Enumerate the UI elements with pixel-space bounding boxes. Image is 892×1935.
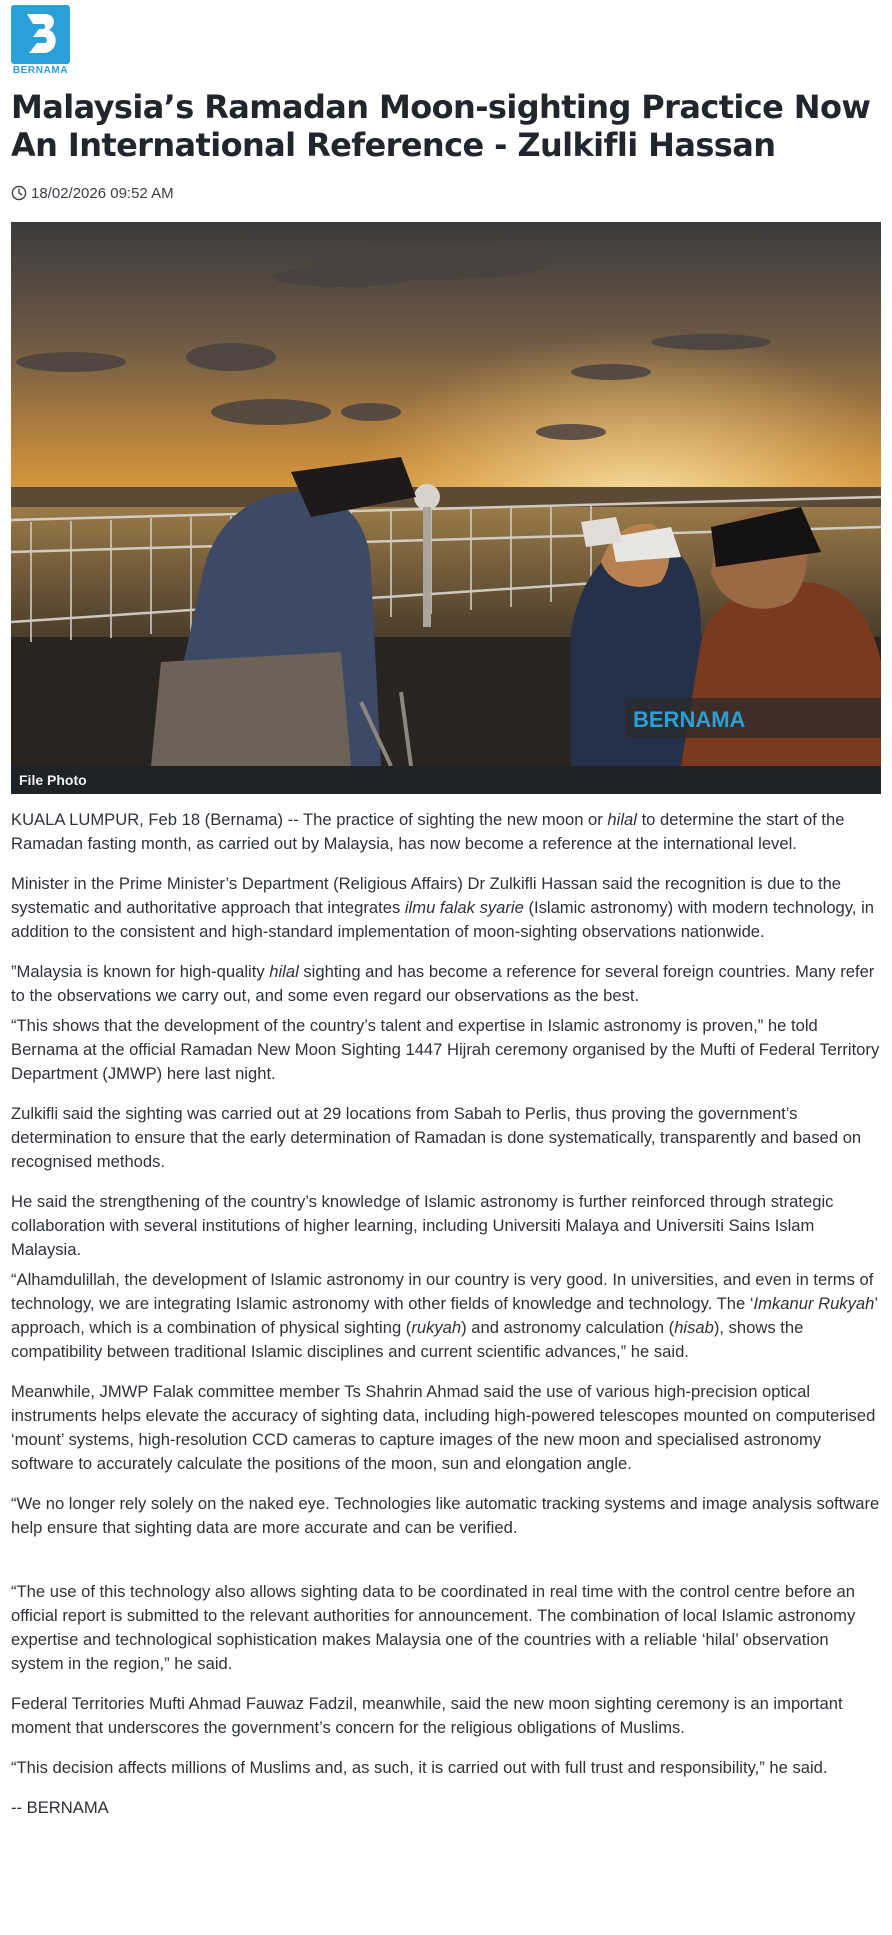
italic-term: hilal — [269, 962, 299, 981]
paragraph-text: Minister in the Prime Minister’s Department (Religious Affairs) Dr Zulkifli Hassan said the recognition is due to the systematic and authoritative approach that integrates — [11, 874, 842, 917]
paragraph-text: ”Malaysia is known for high-quality — [11, 962, 270, 981]
article-paragraph — [11, 1492, 883, 1540]
paragraph-text: ) and astronomy calculation ( — [461, 1318, 675, 1337]
paragraph-text: “We no longer rely solely on the naked eye. Technologies like automatic tracking systems and image analysis software help ensure that sighting data are more accurate and can be verified. — [11, 1494, 880, 1537]
paragraph-text: Meanwhile, JMWP Falak committee member Ts Shahrin Ahmad said the use of various high-precision optical instruments helps elevate the accuracy of sighting data, including high-powered telescopes mounted on computerised ‘mount’ systems, high-resolution CCD cameras to capture images of the new moon and specialised astronomy software to accurately calculate the positions of the moon, sun and elongation angle. — [11, 1382, 876, 1473]
italic-term: rukyah — [411, 1318, 462, 1337]
paragraph-text: Zulkifli said the sighting was carried out at 29 locations from Sabah to Perlis, thus proving the government’s determination to ensure that the early determination of Ramadan is done systematically, transparently and based on recognised methods. — [11, 1104, 862, 1171]
paragraph-text: ’ approach, which is a combination of physical sighting ( — [11, 1294, 878, 1337]
article-body — [11, 808, 883, 1836]
paragraph-text: ), shows the compatibility between traditional Islamic disciplines and current scientific advances,” he said. — [11, 1318, 804, 1361]
paragraph-text: (Islamic astronomy) with modern technology, in addition to the consistent and high-standard implementation of moon-sighting observations nationwide. — [11, 898, 874, 941]
italic-term: ilmu falak syarie — [404, 898, 524, 917]
article-paragraph — [11, 1796, 883, 1820]
paragraph-text: “This decision affects millions of Muslims and, as such, it is carried out with full trust and responsibility,” he said. — [11, 1758, 828, 1777]
paragraph-text: KUALA LUMPUR, Feb 18 (Bernama) -- The practice of sighting the new moon or — [11, 810, 608, 829]
paragraph-text: “Alhamdulillah, the development of Islamic astronomy in our country is very good. In universities, and even in terms of technology, we are integrating Islamic astronomy with other fields of knowledge and technology. The ‘ — [11, 1270, 874, 1313]
paragraph-text: to determine the start of the Ramadan fasting month, as carried out by Malaysia, has now become a reference at the international level. — [11, 810, 845, 853]
article-paragraph — [11, 1014, 883, 1086]
paragraph-text: sighting and has become a reference for several foreign countries. Many refer to the observations we carry out, and some even regard our observations as the best. — [11, 962, 875, 1005]
italic-term: hilal — [607, 810, 637, 829]
bernama-logo[interactable] — [11, 5, 70, 76]
article-paragraph — [11, 1580, 883, 1676]
bernama-logo-icon — [11, 5, 70, 64]
article-paragraph — [11, 1692, 883, 1740]
paragraph-text: He said the strengthening of the country’s knowledge of Islamic astronomy is further reinforced through strategic collaboration with several institutions of higher learning, including Universiti Malaya and Universiti Sains Islam Malaysia. — [11, 1192, 834, 1259]
publish-date-text: 18/02/2026 09:52 AM — [31, 184, 174, 202]
publish-date — [11, 183, 174, 203]
italic-term: Imkanur Rukyah — [753, 1294, 875, 1313]
article-paragraph — [11, 1190, 883, 1262]
article-paragraph — [11, 960, 883, 1008]
logo-wordmark: BERNAMA — [12, 65, 69, 76]
article-paragraph — [11, 872, 883, 944]
paragraph-text: -- BERNAMA — [11, 1798, 109, 1817]
page-title: Malaysia’s Ramadan Moon-sighting Practice Now An International Reference - Zulkifli Hassan — [11, 88, 871, 164]
article-photo[interactable] — [11, 222, 881, 766]
article-paragraph — [11, 1380, 883, 1476]
article-paragraph — [11, 1102, 883, 1174]
article-paragraph — [11, 808, 883, 856]
paragraph-text: “This shows that the development of the country’s talent and expertise in Islamic astronomy is proven,” he told Bernama at the official Ramadan New Moon Sighting 1447 Hijrah ceremony organised by the Mufti of Federal Territory Department (JMWP) here last night. — [11, 1016, 880, 1083]
photo-caption: File Photo — [11, 766, 881, 794]
paragraph-text: Federal Territories Mufti Ahmad Fauwaz Fadzil, meanwhile, said the new moon sighting ceremony is an important moment that underscores the government’s concern for the religious obligations of Muslims. — [11, 1694, 843, 1737]
italic-term: hisab — [674, 1318, 714, 1337]
article-paragraph — [11, 1756, 883, 1780]
article-paragraph — [11, 1268, 883, 1364]
clock-icon — [11, 185, 27, 201]
photo-watermark: BERNAMA — [633, 707, 746, 732]
paragraph-text: “The use of this technology also allows sighting data to be coordinated in real time with the control centre before an official report is submitted to the relevant authorities for announcement. The combination of local Islamic astronomy expertise and technological sophistication makes Malaysia one of the countries with a reliable ‘hilal’ observation system in the region,” he said. — [11, 1582, 856, 1673]
